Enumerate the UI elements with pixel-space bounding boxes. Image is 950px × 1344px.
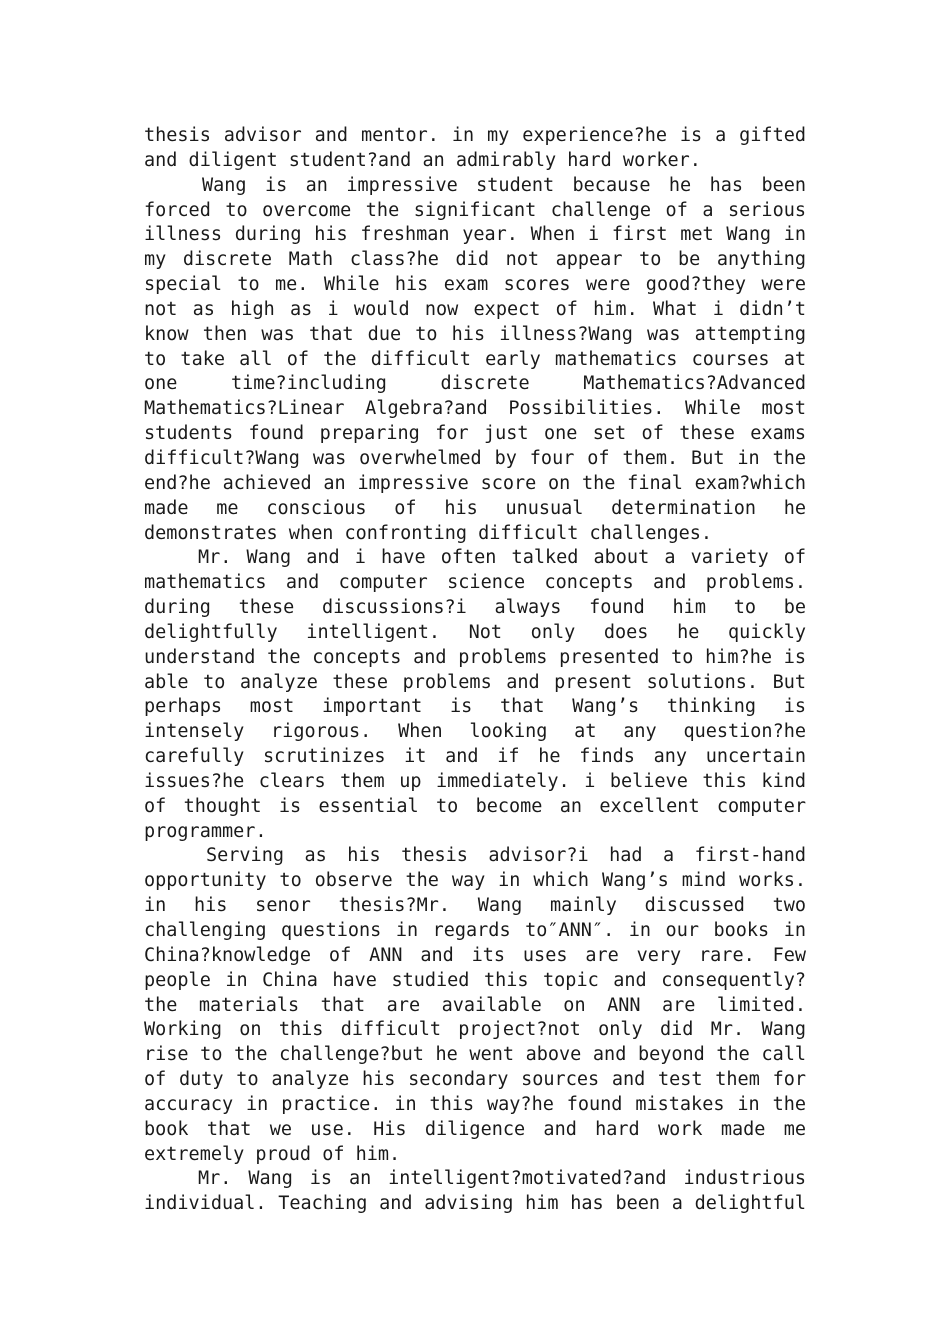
text-line: intensely rigorous. When looking at any question?he (144, 721, 806, 743)
text-line: book that we use. His diligence and hard work made me (144, 1118, 806, 1140)
text-line: opportunity to observe the way in which Wang’s mind works. (144, 870, 806, 892)
text-line: students found preparing for just one set of these exams (144, 423, 806, 445)
text-line: the materials that are available on ANN are limited. (144, 994, 806, 1016)
text-line: thesis advisor and mentor. in my experience?he is a gifted (144, 125, 806, 146)
text-line: Mathematics?Linear Algebra?and Possibilities. While most (144, 398, 806, 420)
text-line: carefully scrutinizes it and if he finds any uncertain (144, 746, 806, 768)
text-line: special to me. While his exam scores were good?they were (144, 274, 806, 296)
text-line: mathematics and computer science concepts and problems. (144, 572, 806, 594)
text-line: and diligent student?and an admirably hard worker. (144, 149, 701, 171)
text-line: end?he achieved an impressive score on the final exam?which (144, 472, 806, 494)
text-line: accuracy in practice. in this way?he found mistakes in the (144, 1093, 806, 1115)
text-line: perhaps most important is that Wang’s thinking is (144, 696, 806, 718)
text-line: understand the concepts and problems presented to him?he is (144, 646, 806, 668)
text-line: demonstrates when confronting difficult challenges. (144, 522, 713, 544)
text-line: individual. Teaching and advising him has been a delightful (144, 1193, 806, 1215)
text-line: my discrete Math class?he did not appear to be anything (144, 249, 806, 271)
text-line: issues?he clears them up immediately. i believe this kind (144, 770, 806, 792)
text-line: made me conscious of his unusual determination he (144, 497, 806, 519)
text-line: China?knowledge of ANN and its uses are very rare. Few (144, 944, 806, 966)
text-line: one time?including discrete Mathematics?Advanced (144, 373, 806, 395)
text-line: of thought is essential to become an excellent computer (144, 795, 806, 817)
letter-body (144, 124, 806, 1217)
text-line: rise to the challenge?but he went above and beyond the call (144, 1044, 806, 1066)
text-line: not as high as i would now expect of him. What i didn’t (144, 298, 806, 320)
text-line: illness during his freshman year. When i first met Wang in (144, 224, 806, 246)
text-line: Serving as his thesis advisor?i had a first-hand (206, 845, 806, 867)
text-line: of duty to analyze his secondary sources and test them for (144, 1069, 806, 1091)
text-line: people in China have studied this topic and consequently? (144, 969, 806, 991)
text-line: able to analyze these problems and present solutions. But (144, 671, 806, 693)
text-line: extremely proud of him. (144, 1143, 401, 1165)
text-line: Mr. Wang and i have often talked about a variety of (198, 547, 806, 569)
text-line: during these discussions?i always found him to be (144, 597, 806, 619)
text-line: difficult?Wang was overwhelmed by four of them. But in the (144, 447, 806, 469)
text-line: programmer. (144, 820, 267, 842)
text-line: to take all of the difficult early mathematics courses at (144, 348, 806, 370)
text-line: in his senor thesis?Mr. Wang mainly discussed two (144, 895, 806, 917)
text-line: Wang is an impressive student because he has been (202, 174, 806, 196)
text-line: Working on this difficult project?not only did Mr. Wang (144, 1019, 806, 1041)
text-line: delightfully intelligent. Not only does he quickly (144, 621, 806, 643)
text-line: Mr. Wang is an intelligent?motivated?and industrious (198, 1168, 806, 1190)
text-line: challenging questions in regards to″ANN″. in our books in (144, 920, 806, 941)
text-line: know then was that due to his illness?Wang was attempting (144, 323, 806, 345)
text-line: forced to overcome the significant challenge of a serious (144, 199, 806, 221)
